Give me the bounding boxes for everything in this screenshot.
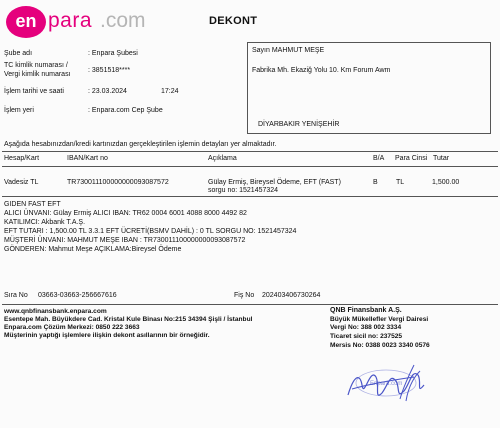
- trade-registry: Ticaret sicil no: 237525: [330, 333, 403, 340]
- location-label: İşlem yeri: [4, 107, 34, 114]
- date-value: : 23.03.2024: [88, 88, 127, 95]
- footer-rule: [2, 304, 498, 305]
- row-iban: TR730011100000000093087572: [67, 179, 169, 186]
- tc-value: : 3851518****: [88, 67, 131, 74]
- table-header-rule: [2, 166, 498, 167]
- row-amount: 1,500.00: [432, 179, 460, 186]
- branch-label: Şube adı: [4, 50, 33, 57]
- svg-text:Enpara.com: Enpara.com: [370, 381, 403, 387]
- detail-line: EFT TUTARI : 1,500.00 TL 3.3.1 EFT ÜCRETİ(BSMV DAHİL) : 0 TL SORGU NO: 1521457324: [4, 228, 297, 235]
- fis-label: Fiş No: [234, 292, 255, 299]
- tax-number: Vergi No: 388 002 3334: [330, 324, 402, 331]
- branch-value: : Enpara Şubesi: [88, 50, 138, 57]
- header-ba: B/A: [373, 155, 385, 162]
- detail-line: MÜŞTERİ ÜNVANI: MAHMUT MEŞE IBAN : TR730011100000000093087572: [4, 237, 246, 244]
- fis-value: 202403406730264: [262, 292, 321, 299]
- time-value: 17:24: [161, 88, 179, 95]
- detail-line: GÖNDEREN: Mahmut Meşe AÇIKLAMA:Bireysel Ödeme: [4, 246, 182, 253]
- enpara-logo-bubble: en: [6, 6, 46, 38]
- detail-line: ALICI ÜNVANI: Gülay Ermiş ALICI IBAN: TR62 0004 6001 4088 8000 4492 82: [4, 210, 247, 217]
- detail-line: KATILIMCI: Akbank T.A.Ş.: [4, 219, 86, 226]
- tc-label-line1: TC kimlik numarası /: [4, 62, 68, 69]
- footer-disclaimer: Müşterinin yaptığı işlemlere ilişkin dekont asıllarının bir örneğidir.: [4, 332, 210, 339]
- enpara-logo-com: .com: [100, 9, 146, 32]
- header-amount: Tutar: [433, 155, 450, 162]
- row-account: Vadesiz TL: [4, 179, 39, 186]
- footer-website: www.qnbfinansbank.enpara.com: [4, 308, 107, 315]
- header-desc: Açıklama: [208, 155, 237, 162]
- row-currency: TL: [396, 179, 405, 186]
- recipient-name: Sayın MAHMUT MEŞE: [252, 47, 325, 54]
- footer-address: Esentepe Mah. Büyükdere Cad. Kristal Kule Binası No:215 34394 Şişli / İstanbul: [4, 316, 253, 323]
- footer-callcenter: Enpara.com Çözüm Merkezi: 0850 222 3663: [4, 324, 140, 331]
- sira-value: 03663-03663-256667616: [38, 292, 117, 299]
- row-desc-line1: Gülay Ermiş, Bireysel Ödeme, EFT (FAST): [208, 179, 341, 186]
- table-bottom-rule: [2, 196, 498, 197]
- enpara-logo-para: para: [48, 9, 93, 32]
- signature-stamp: [340, 355, 432, 415]
- tax-office: Büyük Mükellefler Vergi Dairesi: [330, 316, 429, 323]
- recipient-address: Fabrika Mh. Ekaziğ Yolu 10. Km Forum Awm: [252, 67, 391, 74]
- sira-label: Sıra No: [4, 292, 28, 299]
- location-value: : Enpara.com Cep Şube: [88, 107, 163, 114]
- row-desc-line2: sorgu no: 1521457324: [208, 187, 279, 194]
- table-top-rule: [2, 151, 498, 152]
- header-iban: IBAN/Kart no: [67, 155, 108, 162]
- info-text: Aşağıda hesabınızdan/kredi kartınızdan gerçekleştirilen işlemin detayları yer almaktadır.: [4, 141, 277, 148]
- row-ba: B: [373, 179, 378, 186]
- tc-label-line2: Vergi kimlik numarası: [4, 71, 71, 78]
- date-label: İşlem tarihi ve saati: [4, 88, 64, 95]
- recipient-city: DİYARBAKIR YENİŞEHİR: [258, 121, 340, 128]
- bank-name: QNB Finansbank A.Ş.: [330, 307, 402, 314]
- detail-line: GIDEN FAST EFT: [4, 201, 61, 208]
- page-title: DEKONT: [209, 15, 258, 27]
- header-currency: Para Cinsi: [395, 155, 428, 162]
- header-account: Hesap/Kart: [4, 155, 40, 162]
- mersis-number: Mersis No: 0388 0023 3340 0576: [330, 342, 430, 349]
